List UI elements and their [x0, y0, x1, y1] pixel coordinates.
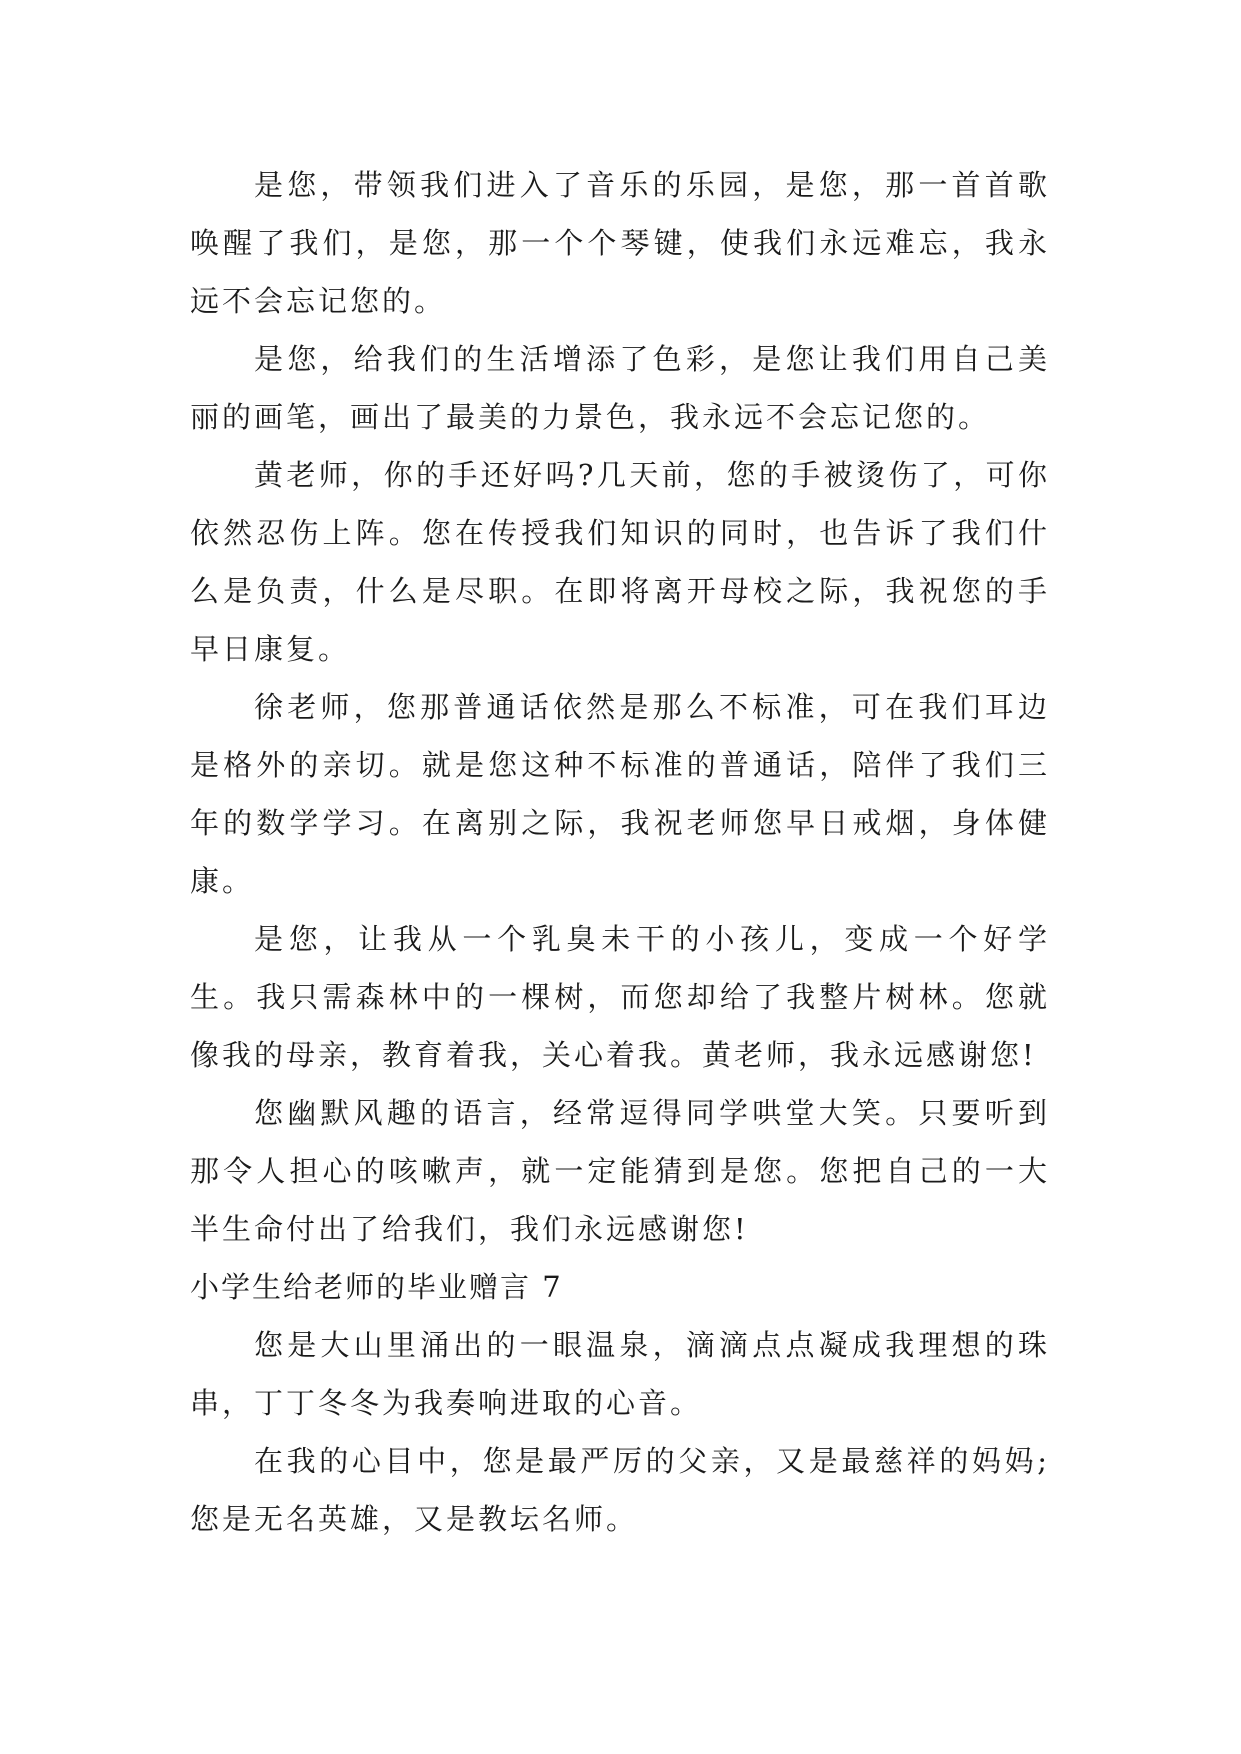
paragraph-humorous-teacher: 您幽默风趣的语言，经常逗得同学哄堂大笑。只要听到那令人担心的咳嗽声，就一定能猜到是您。您把自己的一大半生命付出了给我们，我们永远感谢您!	[190, 1096, 1050, 1246]
paragraph-hot-spring: 您是大山里涌出的一眼温泉，滴滴点点凝成我理想的珠串，丁丁冬冬为我奏响进取的心音。	[190, 1328, 1050, 1420]
paragraph-teacher-xu: 徐老师，您那普通话依然是那么不标准，可在我们耳边是格外的亲切。就是您这种不标准的普通话，陪伴了我们三年的数学学习。在离别之际，我祝老师您早日戒烟，身体健康。	[190, 690, 1050, 898]
paragraph-music-teacher: 是您，带领我们进入了音乐的乐园，是您，那一首首歌唤醒了我们，是您，那一个个琴键，使我们永远难忘，我永远不会忘记您的。	[190, 168, 1050, 318]
paragraph-good-student: 是您，让我从一个乳臭未干的小孩儿，变成一个好学生。我只需森林中的一棵树，而您却给了我整片树林。您就像我的母亲，教育着我，关心着我。黄老师，我永远感谢您!	[190, 922, 1050, 1072]
paragraph-teacher-huang-hand: 黄老师，你的手还好吗?几天前，您的手被烫伤了，可你依然忍伤上阵。您在传授我们知识的同时，也告诉了我们什么是负责，什么是尽职。在即将离开母校之际，我祝您的手早日康复。	[190, 458, 1050, 666]
paragraph-art-teacher: 是您，给我们的生活增添了色彩，是您让我们用自己美丽的画笔，画出了最美的力景色，我永远不会忘记您的。	[190, 342, 1050, 434]
paragraph-strict-father: 在我的心目中，您是最严厉的父亲，又是最慈祥的妈妈;您是无名英雄，又是教坛名师。	[190, 1444, 1050, 1536]
document-body	[190, 156, 1050, 1548]
section-heading: 小学生给老师的毕业赠言 7	[190, 1270, 563, 1304]
